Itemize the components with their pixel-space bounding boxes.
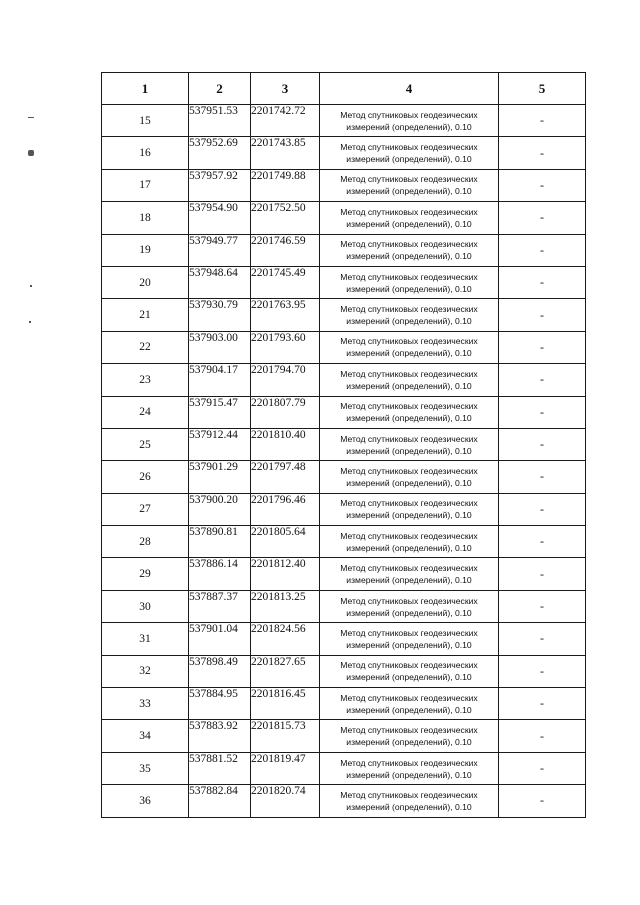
scan-speck — [28, 150, 34, 156]
x-coordinate: 537954.90 — [189, 202, 251, 234]
method-line-2: измерений (определений), 0.10 — [346, 704, 472, 715]
accuracy-cell: - — [499, 169, 586, 201]
point-number: 31 — [102, 623, 189, 655]
method-line-2: измерений (определений), 0.10 — [346, 639, 472, 650]
method-line-1: Метод спутниковых геодезических — [340, 239, 478, 250]
table-row — [102, 428, 586, 460]
method-line-2: измерений (определений), 0.10 — [346, 542, 472, 553]
point-number: 28 — [102, 526, 189, 558]
method-line-2: измерений (определений), 0.10 — [346, 154, 472, 165]
method-cell — [320, 266, 499, 298]
accuracy-cell: - — [499, 202, 586, 234]
method-line-1: Метод спутниковых геодезических — [340, 757, 478, 768]
point-number: 34 — [102, 720, 189, 752]
table-row — [102, 526, 586, 558]
y-coordinate: 2201796.46 — [251, 493, 320, 525]
point-number: 23 — [102, 364, 189, 396]
method-line-1: Метод спутниковых геодезических — [340, 433, 478, 444]
column-header: 5 — [499, 73, 586, 105]
table-row — [102, 623, 586, 655]
point-number: 30 — [102, 590, 189, 622]
method-cell — [320, 202, 499, 234]
coordinates-table — [101, 72, 586, 818]
method-line-1: Метод спутниковых геодезических — [340, 725, 478, 736]
method-cell — [320, 364, 499, 396]
method-line-1: Метод спутниковых геодезических — [340, 401, 478, 412]
column-header: 1 — [102, 73, 189, 105]
point-number: 15 — [102, 105, 189, 137]
y-coordinate: 2201815.73 — [251, 720, 320, 752]
method-line-1: Метод спутниковых геодезических — [340, 595, 478, 606]
table-row — [102, 169, 586, 201]
accuracy-cell: - — [499, 558, 586, 590]
table-row — [102, 558, 586, 590]
x-coordinate: 537901.04 — [189, 623, 251, 655]
method-line-2: измерений (определений), 0.10 — [346, 737, 472, 748]
header-row — [102, 73, 586, 105]
method-cell — [320, 169, 499, 201]
accuracy-cell: - — [499, 137, 586, 169]
method-line-2: измерений (определений), 0.10 — [346, 445, 472, 456]
scan-speck — [30, 285, 32, 287]
method-cell — [320, 234, 499, 266]
x-coordinate: 537949.77 — [189, 234, 251, 266]
y-coordinate: 2201819.47 — [251, 752, 320, 784]
table-row — [102, 202, 586, 234]
point-number: 25 — [102, 428, 189, 460]
method-line-2: измерений (определений), 0.10 — [346, 121, 472, 132]
y-coordinate: 2201827.65 — [251, 655, 320, 687]
method-cell — [320, 493, 499, 525]
point-number: 32 — [102, 655, 189, 687]
y-coordinate: 2201752.50 — [251, 202, 320, 234]
table-row — [102, 785, 586, 817]
point-number: 24 — [102, 396, 189, 428]
x-coordinate: 537952.69 — [189, 137, 251, 169]
method-line-1: Метод спутниковых геодезических — [340, 368, 478, 379]
method-cell — [320, 526, 499, 558]
y-coordinate: 2201749.88 — [251, 169, 320, 201]
point-number: 26 — [102, 461, 189, 493]
accuracy-cell: - — [499, 461, 586, 493]
accuracy-cell: - — [499, 428, 586, 460]
accuracy-cell: - — [499, 364, 586, 396]
y-coordinate: 2201763.95 — [251, 299, 320, 331]
y-coordinate: 2201812.40 — [251, 558, 320, 590]
accuracy-cell: - — [499, 785, 586, 817]
accuracy-cell: - — [499, 590, 586, 622]
method-cell — [320, 396, 499, 428]
accuracy-cell: - — [499, 234, 586, 266]
method-line-1: Метод спутниковых геодезических — [340, 336, 478, 347]
point-number: 22 — [102, 331, 189, 363]
point-number: 19 — [102, 234, 189, 266]
method-line-1: Метод спутниковых геодезических — [340, 206, 478, 217]
method-cell — [320, 105, 499, 137]
table-row — [102, 331, 586, 363]
table-row — [102, 364, 586, 396]
table-row — [102, 234, 586, 266]
method-line-2: измерений (определений), 0.10 — [346, 348, 472, 359]
scan-speck — [28, 117, 34, 118]
accuracy-cell: - — [499, 526, 586, 558]
table-row — [102, 461, 586, 493]
y-coordinate: 2201820.74 — [251, 785, 320, 817]
y-coordinate: 2201793.60 — [251, 331, 320, 363]
method-line-2: измерений (определений), 0.10 — [346, 283, 472, 294]
table-row — [102, 266, 586, 298]
method-line-2: измерений (определений), 0.10 — [346, 477, 472, 488]
accuracy-cell: - — [499, 266, 586, 298]
x-coordinate: 537912.44 — [189, 428, 251, 460]
y-coordinate: 2201816.45 — [251, 688, 320, 720]
point-number: 17 — [102, 169, 189, 201]
point-number: 21 — [102, 299, 189, 331]
point-number: 18 — [102, 202, 189, 234]
point-number: 27 — [102, 493, 189, 525]
accuracy-cell: - — [499, 655, 586, 687]
y-coordinate: 2201813.25 — [251, 590, 320, 622]
accuracy-cell: - — [499, 331, 586, 363]
x-coordinate: 537915.47 — [189, 396, 251, 428]
method-line-2: измерений (определений), 0.10 — [346, 380, 472, 391]
method-line-2: измерений (определений), 0.10 — [346, 186, 472, 197]
method-line-2: измерений (определений), 0.10 — [346, 801, 472, 812]
x-coordinate: 537883.92 — [189, 720, 251, 752]
method-line-2: измерений (определений), 0.10 — [346, 251, 472, 262]
table-row — [102, 105, 586, 137]
point-number: 16 — [102, 137, 189, 169]
y-coordinate: 2201824.56 — [251, 623, 320, 655]
accuracy-cell: - — [499, 688, 586, 720]
method-cell — [320, 461, 499, 493]
x-coordinate: 537957.92 — [189, 169, 251, 201]
point-number: 20 — [102, 266, 189, 298]
point-number: 35 — [102, 752, 189, 784]
point-number: 29 — [102, 558, 189, 590]
method-cell — [320, 299, 499, 331]
y-coordinate: 2201807.79 — [251, 396, 320, 428]
method-cell — [320, 688, 499, 720]
accuracy-cell: - — [499, 623, 586, 655]
x-coordinate: 537900.20 — [189, 493, 251, 525]
accuracy-cell: - — [499, 396, 586, 428]
accuracy-cell: - — [499, 720, 586, 752]
table-body — [102, 105, 586, 818]
column-header: 2 — [189, 73, 251, 105]
y-coordinate: 2201745.49 — [251, 266, 320, 298]
x-coordinate: 537886.14 — [189, 558, 251, 590]
x-coordinate: 537884.95 — [189, 688, 251, 720]
y-coordinate: 2201805.64 — [251, 526, 320, 558]
table-row — [102, 137, 586, 169]
accuracy-cell: - — [499, 493, 586, 525]
accuracy-cell: - — [499, 752, 586, 784]
method-line-1: Метод спутниковых геодезических — [340, 660, 478, 671]
table-row — [102, 720, 586, 752]
method-cell — [320, 720, 499, 752]
method-line-1: Метод спутниковых геодезических — [340, 465, 478, 476]
table-row — [102, 493, 586, 525]
method-line-2: измерений (определений), 0.10 — [346, 672, 472, 683]
table-row — [102, 752, 586, 784]
x-coordinate: 537904.17 — [189, 364, 251, 396]
method-line-2: измерений (определений), 0.10 — [346, 575, 472, 586]
method-line-1: Метод спутниковых геодезических — [340, 174, 478, 185]
x-coordinate: 537881.52 — [189, 752, 251, 784]
method-cell — [320, 428, 499, 460]
method-cell — [320, 137, 499, 169]
method-line-1: Метод спутниковых геодезических — [340, 109, 478, 120]
method-line-2: измерений (определений), 0.10 — [346, 607, 472, 618]
method-line-1: Метод спутниковых геодезических — [340, 563, 478, 574]
x-coordinate: 537887.37 — [189, 590, 251, 622]
x-coordinate: 537948.64 — [189, 266, 251, 298]
method-cell — [320, 558, 499, 590]
method-line-1: Метод спутниковых геодезических — [340, 142, 478, 153]
x-coordinate: 537930.79 — [189, 299, 251, 331]
method-cell — [320, 655, 499, 687]
method-line-1: Метод спутниковых геодезических — [340, 692, 478, 703]
accuracy-cell: - — [499, 299, 586, 331]
method-cell — [320, 331, 499, 363]
scan-speck — [29, 321, 31, 323]
table-row — [102, 688, 586, 720]
x-coordinate: 537898.49 — [189, 655, 251, 687]
accuracy-cell: - — [499, 105, 586, 137]
y-coordinate: 2201797.48 — [251, 461, 320, 493]
method-cell — [320, 752, 499, 784]
y-coordinate: 2201794.70 — [251, 364, 320, 396]
method-line-1: Метод спутниковых геодезических — [340, 627, 478, 638]
table-row — [102, 590, 586, 622]
y-coordinate: 2201746.59 — [251, 234, 320, 266]
x-coordinate: 537951.53 — [189, 105, 251, 137]
x-coordinate: 537882.84 — [189, 785, 251, 817]
method-line-2: измерений (определений), 0.10 — [346, 769, 472, 780]
x-coordinate: 537903.00 — [189, 331, 251, 363]
method-line-2: измерений (определений), 0.10 — [346, 510, 472, 521]
table-row — [102, 396, 586, 428]
method-line-1: Метод спутниковых геодезических — [340, 498, 478, 509]
method-line-1: Метод спутниковых геодезических — [340, 271, 478, 282]
x-coordinate: 537901.29 — [189, 461, 251, 493]
method-line-2: измерений (определений), 0.10 — [346, 316, 472, 327]
column-header: 4 — [320, 73, 499, 105]
table-row — [102, 299, 586, 331]
point-number: 33 — [102, 688, 189, 720]
method-line-2: измерений (определений), 0.10 — [346, 218, 472, 229]
method-cell — [320, 623, 499, 655]
point-number: 36 — [102, 785, 189, 817]
method-line-1: Метод спутниковых геодезических — [340, 304, 478, 315]
method-cell — [320, 785, 499, 817]
method-line-1: Метод спутниковых геодезических — [340, 789, 478, 800]
method-cell — [320, 590, 499, 622]
method-line-2: измерений (определений), 0.10 — [346, 413, 472, 424]
method-line-1: Метод спутниковых геодезических — [340, 530, 478, 541]
y-coordinate: 2201743.85 — [251, 137, 320, 169]
column-header: 3 — [251, 73, 320, 105]
table-row — [102, 655, 586, 687]
y-coordinate: 2201810.40 — [251, 428, 320, 460]
x-coordinate: 537890.81 — [189, 526, 251, 558]
y-coordinate: 2201742.72 — [251, 105, 320, 137]
